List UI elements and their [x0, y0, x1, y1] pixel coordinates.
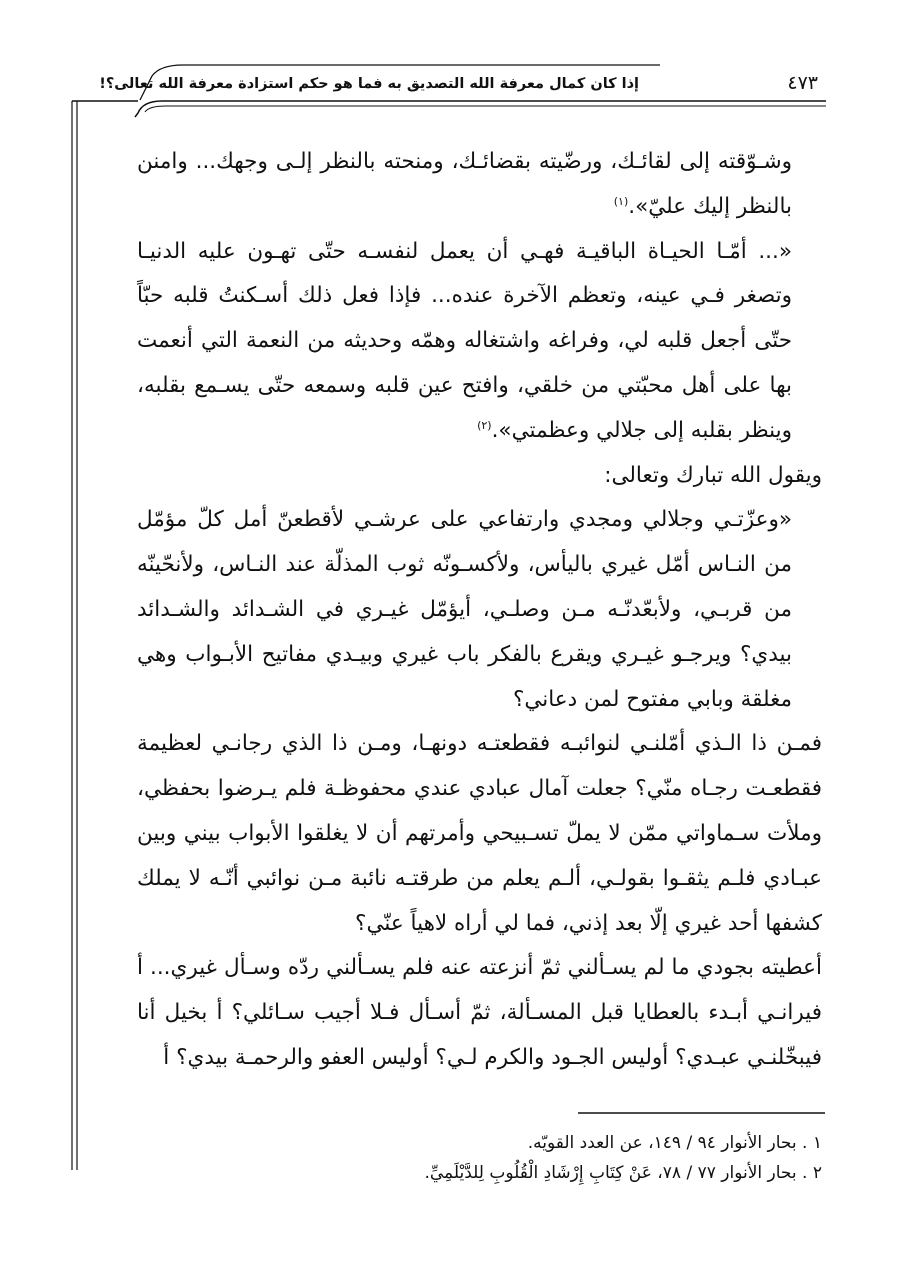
paragraph-4-text: «وعزّتـي وجلالي ومجدي وارتفاعي على عرشـي لأقطعنّ أمل كلّ مؤمّل من النـاس أمّل غيري باليأس، ولأكسـونّه ثوب المذلّة عند النـاس، ولأنحّينّه من قربـي، ولأبعّدنّـه مـن وصلـي، أيؤمّل غيـري في الشـدائد والشـدائد بيدي؟ ويرجـو غيـري ويقرع بالفكر باب غيري وبيـدي مفاتيح الأبـواب وهي مغلقة وبابي مفتوح لمن دعاني؟	[137, 507, 792, 712]
paragraph-5-text: فمـن ذا الـذي أمّلنـي لنوائبـه فقطعتـه دونهـا، ومـن ذا الذي رجانـي لعظيمة فقطعـت رجـاه منّي؟ جعلت آمال عبادي عندي محفوظـة فلم يـرضوا بحفظي، وملأت سـماواتي ممّن لا يملّ تسـبيحي وأمرتهم أن لا يغلقوا الأبواب بيني وبين عبـادي فلـم يثقـوا بقولـي، ألـم يعلم من طرقتـه نائبة مـن نوائبي أنّـه لا يملك كشفها أحد غيري إلّا بعد إذني، فما لي أراه لاهياً عنّي؟	[137, 731, 822, 936]
footnote-1: ١ . بحار الأنوار ٩٤ / ١٤٩، عن العدد القويّه.	[527, 1133, 822, 1153]
main-text	[137, 140, 822, 1081]
paragraph-6-text: أعطيته بجودي ما لم يسـألني ثمّ أنزعته عنه فلم يسـألني ردّه وسـأل غيري... أ فيرانـي أبـدء بالعطايا قبل المسـألة، ثمّ أسـأل فـلا أجيب سـائلي؟ أ بخيل أنا فيبخّلنـي عبـدي؟ أوليس الجـود والكرم لـي؟ أوليس العفو والرحمـة بيدي؟ أ	[137, 955, 822, 1070]
paragraph-2	[137, 230, 822, 454]
paragraph-6	[137, 946, 822, 1080]
paragraph-5	[137, 722, 822, 946]
page-number: ٤٧٣	[787, 72, 818, 94]
paragraph-4	[137, 498, 822, 722]
paragraph-1	[137, 140, 822, 230]
paragraph-3-text: ويقول الله تبارك وتعالى:	[604, 462, 822, 488]
footnotes	[137, 1128, 822, 1188]
footnote-2: ٢ . بحار الأنوار ٧٧ / ٧٨، عَنْ كِتَابِ إِرْشَادِ الْقُلُوبِ لِلدَّيْلَمِيِّ.	[424, 1163, 822, 1183]
paragraph-2-text: «... أمّـا الحيـاة الباقيـة فهـي أن يعمل لنفسـه حتّى تهـون عليه الدنيـا وتصغر فـي عينه، وتعظم الآخرة عنده... فإذا فعل ذلك أسـكنتُ قلبه حبّاً حتّى أجعل قلبه لي، وفراغه واشتغاله وهمّه وحديثه من النعمة التي أنعمت بها على أهل محبّتي من خلقي، وافتح عين قلبه وسمعه حتّى يسـمع بقلبه، وينظر بقلبه إلى جلالي وعظمتي».	[137, 238, 792, 443]
paragraph-3	[137, 454, 822, 499]
paragraph-1-text: وشـوّقته إلى لقائـك، ورضّيته بقضائـك، ومنحته بالنظر إلـى وجهك... وامنن بالنظر إليك عليّ».	[137, 149, 792, 219]
footnote-ref-1: (١)	[613, 194, 629, 208]
running-header-title: إذا كان كمال معرفة الله التصديق به فما هو حكم استزادة معرفة الله تعالى؟!	[99, 76, 639, 92]
footnote-ref-2: (٢)	[477, 418, 492, 432]
